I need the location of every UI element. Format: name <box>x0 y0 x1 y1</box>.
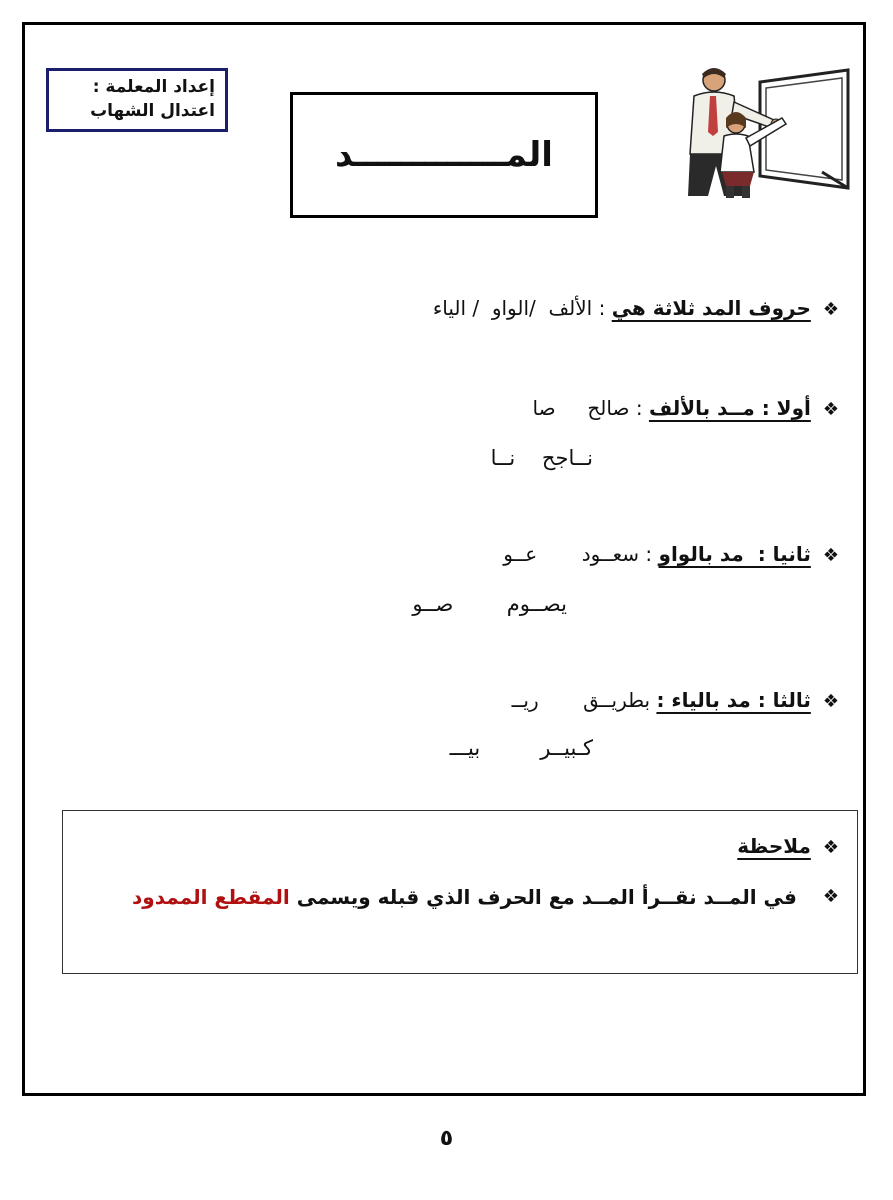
bullet-icon: ❖ <box>822 837 839 858</box>
section-alif <box>533 396 839 420</box>
section-sep: : <box>639 542 659 566</box>
section-words-line2: كـبيــر بيـــ <box>449 736 593 760</box>
section-ya <box>512 688 839 712</box>
note-highlight: المقطع الممدود <box>132 885 290 909</box>
section-words-line1: سعــود عــو <box>503 542 640 566</box>
section-label: ثانيا : مد بالواو <box>658 542 811 566</box>
section-label: أولا : مــد بالألف <box>648 396 811 420</box>
section-sep: : <box>592 296 612 320</box>
teacher-and-student-at-board-illustration <box>662 62 852 202</box>
section-label: حروف المد ثلاثة هي <box>611 296 811 320</box>
teacher-credit-label: إعداد المعلمة : <box>92 77 215 97</box>
bullet-icon: ❖ <box>822 545 839 566</box>
section-words-line1: بطريــق ريــ <box>511 688 651 712</box>
section-sep <box>650 688 656 712</box>
section-waw <box>503 542 839 566</box>
teacher-name: اعتدال الشهاب <box>90 101 215 121</box>
section-label: ثالثا : مد بالياء : <box>656 688 811 712</box>
page-number: ٥ <box>439 1126 454 1151</box>
section-mad-letters <box>433 296 839 320</box>
bullet-icon: ❖ <box>822 886 839 907</box>
note-text-row <box>99 880 839 914</box>
note-heading: ملاحظة <box>737 834 811 858</box>
bullet-icon: ❖ <box>822 299 839 320</box>
bullet-icon: ❖ <box>822 399 839 420</box>
section-words-line1: صالح صا <box>532 396 630 420</box>
section-sep: : <box>629 396 649 420</box>
section-text: الألف /الواو / الياء <box>432 296 593 320</box>
section-words-line2: يصــوم صــو <box>412 592 567 616</box>
section-words-line2: نــاجح نــا <box>490 446 593 470</box>
lesson-title: المـــــــــــــد <box>335 135 553 175</box>
bullet-icon: ❖ <box>822 691 839 712</box>
note-text: في المــد نقــرأ المــد مع الحرف الذي قبله ويسمى <box>289 885 797 909</box>
teacher-credit-box <box>46 68 228 132</box>
note-heading-row <box>737 834 839 858</box>
lesson-title-box <box>290 92 598 218</box>
